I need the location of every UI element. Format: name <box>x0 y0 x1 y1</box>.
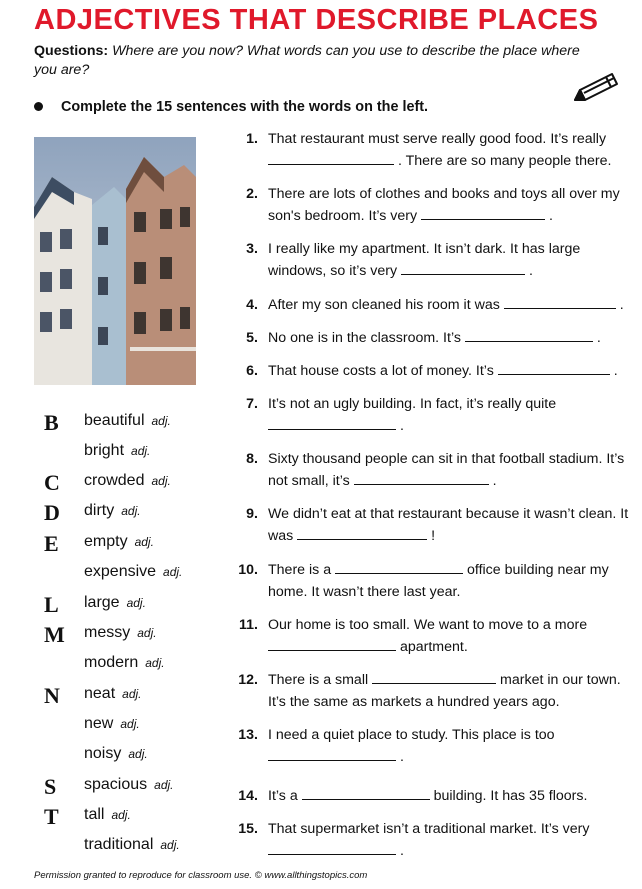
sentence-number: 11. <box>239 617 258 633</box>
sentence-item <box>234 818 629 862</box>
sentence-number: 8. <box>246 451 258 467</box>
sentence-body <box>268 360 629 382</box>
word-entry <box>84 502 141 520</box>
sentence-number: 10. <box>238 562 258 578</box>
part-of-speech: adj. <box>111 808 131 822</box>
word-entry <box>84 654 165 672</box>
word-list-item <box>34 410 214 440</box>
sentence-item <box>234 183 629 227</box>
sentence-item <box>234 559 629 603</box>
sentence-item <box>234 128 629 172</box>
word-entry <box>84 594 146 612</box>
word-list-item <box>34 622 214 652</box>
word-entry <box>84 836 180 854</box>
part-of-speech: adj. <box>154 778 174 792</box>
sentence-number: 14. <box>238 788 258 804</box>
sentence-text-b: apartment. <box>399 639 468 655</box>
answer-blank[interactable] <box>335 559 463 574</box>
sentence-text-a: After my son cleaned his room it was <box>268 297 500 313</box>
answer-blank[interactable] <box>421 205 545 220</box>
sentence-text-a: That restaurant must serve really good food. It’s really <box>268 131 607 147</box>
word-text: spacious <box>84 776 148 793</box>
sentence-body <box>268 614 629 658</box>
sentence-item <box>234 724 629 768</box>
index-letter: T <box>44 804 59 829</box>
sentence-body <box>268 238 629 282</box>
sentence-text-b: building. It has 35 floors. <box>433 788 588 804</box>
sentence-body <box>268 785 629 807</box>
sentence-body <box>268 294 629 316</box>
answer-blank[interactable] <box>354 470 489 485</box>
part-of-speech: adj. <box>137 626 157 640</box>
word-entry <box>84 776 174 794</box>
answer-blank[interactable] <box>401 260 525 275</box>
word-text: new <box>84 715 114 732</box>
answer-blank[interactable] <box>268 840 396 855</box>
answer-blank[interactable] <box>268 746 396 761</box>
word-entry <box>84 442 150 460</box>
word-entry <box>84 533 154 551</box>
sentence-text-b: . <box>399 749 404 765</box>
sentence-item <box>234 327 629 349</box>
index-letter: D <box>44 500 60 525</box>
sentence-text-b: . <box>613 363 618 379</box>
word-list-item <box>34 743 214 773</box>
index-letter: C <box>44 470 60 495</box>
index-letter: N <box>44 683 60 708</box>
sentence-text-a: There is a small <box>268 672 369 688</box>
word-list-item <box>34 592 214 622</box>
word-list-item <box>34 652 214 682</box>
part-of-speech: adj. <box>145 656 165 670</box>
word-list-item <box>34 561 214 591</box>
sentence-text-b: office building near my home. It wasn’t there last year. <box>268 562 609 600</box>
part-of-speech: adj. <box>128 747 148 761</box>
buildings-photo <box>34 137 196 385</box>
sentence-number: 15. <box>238 821 258 837</box>
sentence-number: 7. <box>246 396 258 412</box>
instruction <box>34 99 428 115</box>
sentence-body <box>268 669 629 713</box>
part-of-speech: adj. <box>151 414 171 428</box>
word-text: modern <box>84 654 139 671</box>
word-list-item <box>34 713 214 743</box>
sentence-item <box>234 669 629 713</box>
sentence-text-b: . <box>596 330 601 346</box>
sentence-text-a: I really like my apartment. It isn’t dark. It has large windows, so it’s very <box>268 241 581 279</box>
sentence-number: 12. <box>238 672 258 688</box>
questions-block <box>34 42 594 80</box>
answer-blank[interactable] <box>302 785 430 800</box>
sentence-text-a: There are lots of clothes and books and toys all over my son's bedroom. It’s very <box>268 186 620 224</box>
sentence-text-a: Sixty thousand people can sit in that football stadium. It’s not small, it’s <box>268 451 625 489</box>
sentence-item <box>234 614 629 658</box>
sentence-body <box>268 327 629 349</box>
answer-blank[interactable] <box>372 669 496 684</box>
sentence-text-b: . <box>399 418 404 434</box>
part-of-speech: adj. <box>160 838 180 852</box>
part-of-speech: adj. <box>122 687 142 701</box>
sentence-body <box>268 559 629 603</box>
part-of-speech: adj. <box>163 565 183 579</box>
word-text: empty <box>84 533 128 550</box>
word-text: beautiful <box>84 412 145 429</box>
word-entry <box>84 412 171 430</box>
answer-blank[interactable] <box>268 150 394 165</box>
sentence-body <box>268 448 629 492</box>
part-of-speech: adj. <box>126 596 146 610</box>
answer-blank[interactable] <box>498 360 610 375</box>
questions-label: Questions: <box>34 43 109 59</box>
answer-blank[interactable] <box>465 327 593 342</box>
sentence-text-b: . <box>492 473 497 489</box>
answer-blank[interactable] <box>297 525 427 540</box>
sentence-text-a: We didn’t eat at that restaurant because it wasn’t clean. It was <box>268 506 629 544</box>
word-list-item <box>34 804 214 834</box>
sentence-item <box>234 238 629 282</box>
sentence-body <box>268 183 629 227</box>
sentence-number: 3. <box>246 241 258 257</box>
questions-text: Where are you now? What words can you use to describe the place where you are? <box>34 43 580 78</box>
sentence-text-a: That supermarket isn’t a traditional market. It’s very <box>268 821 590 837</box>
word-list-item <box>34 470 214 500</box>
word-text: neat <box>84 685 116 702</box>
sentence-text-a: No one is in the classroom. It’s <box>268 330 461 346</box>
word-entry <box>84 715 140 733</box>
part-of-speech: adj. <box>121 504 141 518</box>
sentence-item <box>234 393 629 437</box>
sentence-body <box>268 128 629 172</box>
word-list-item <box>34 440 214 470</box>
sentence-item <box>234 503 629 547</box>
sentence-text-a: I need a quiet place to study. This place is too <box>268 727 555 743</box>
sentence-body <box>268 818 629 862</box>
answer-blank[interactable] <box>504 294 616 309</box>
word-list-item <box>34 774 214 804</box>
sentence-text-b: ! <box>431 528 436 544</box>
index-letter: M <box>44 622 65 647</box>
sentence-body <box>268 393 629 437</box>
sentence-number: 9. <box>246 506 258 522</box>
sentence-text-a: There is a <box>268 562 332 578</box>
sentence-text-b: . <box>528 263 533 279</box>
word-text: expensive <box>84 563 157 580</box>
sentence-text-b: . <box>549 208 553 224</box>
sentence-number: 4. <box>246 297 258 313</box>
sentence-item <box>234 448 629 492</box>
sentence-text-b: . <box>399 843 404 859</box>
sentence-text-b: market in our town. It’s the same as markets a hundred years ago. <box>268 672 621 710</box>
sentence-number: 6. <box>246 363 258 379</box>
sentence-number: 13. <box>238 727 258 743</box>
sentence-number: 1. <box>246 131 258 147</box>
footer-permission: Permission granted to reproduce for classroom use. © www.allthingstopics.com <box>34 870 368 881</box>
sentence-item <box>234 294 629 316</box>
word-entry <box>84 472 171 490</box>
sentence-text-a: It’s a <box>268 788 298 804</box>
sentence-text-b: . There are so many people there. <box>397 153 612 169</box>
sentence-text-a: It’s not an ugly building. In fact, it’s really quite <box>268 396 557 412</box>
word-list-item <box>34 834 214 864</box>
word-entry <box>84 685 142 703</box>
instruction-text: Complete the 15 sentences with the words on the left. <box>61 99 429 115</box>
bullet-icon <box>34 102 43 111</box>
answer-blank[interactable] <box>268 636 396 651</box>
word-entry <box>84 624 157 642</box>
word-list-item <box>34 683 214 713</box>
part-of-speech: adj. <box>151 474 171 488</box>
word-text: crowded <box>84 472 145 489</box>
part-of-speech: adj. <box>120 717 140 731</box>
index-letter: E <box>44 531 59 556</box>
sentence-text-a: That house costs a lot of money. It’s <box>268 363 494 379</box>
word-text: dirty <box>84 502 115 519</box>
index-letter: S <box>44 774 57 799</box>
word-text: messy <box>84 624 131 641</box>
pencil-icon <box>572 70 622 110</box>
sentence-text-a: Our home is too small. We want to move to a more <box>268 617 588 633</box>
part-of-speech: adj. <box>134 535 154 549</box>
sentence-item <box>234 360 629 382</box>
sentence-number: 2. <box>246 186 258 202</box>
word-entry <box>84 745 148 763</box>
word-entry <box>84 563 182 581</box>
page-title: ADJECTIVES THAT DESCRIBE PLACES <box>34 4 599 36</box>
word-text: bright <box>84 442 125 459</box>
sentence-item <box>234 785 629 807</box>
word-list-item <box>34 500 214 530</box>
index-letter: L <box>44 592 59 617</box>
sentence-number: 5. <box>246 330 258 346</box>
word-text: traditional <box>84 836 154 853</box>
word-text: noisy <box>84 745 122 762</box>
sentence-body <box>268 503 629 547</box>
index-letter: B <box>44 410 59 435</box>
word-list-item <box>34 531 214 561</box>
word-text: large <box>84 594 120 611</box>
part-of-speech: adj. <box>131 444 151 458</box>
sentence-body <box>268 724 629 768</box>
word-entry <box>84 806 131 824</box>
sentence-text-b: . <box>619 297 624 313</box>
word-text: tall <box>84 806 105 823</box>
answer-blank[interactable] <box>268 415 396 430</box>
